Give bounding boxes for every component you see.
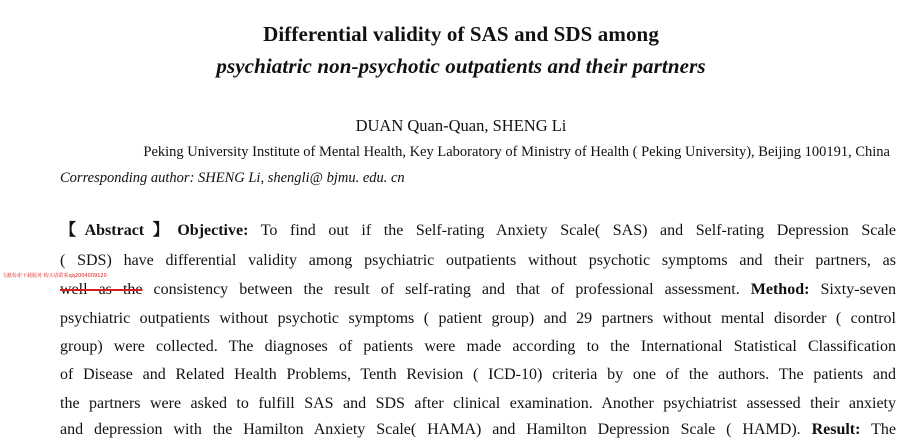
abstract-line-6: of Disease and Related Health Problems, Tenth Revision ( ICD-10) criteria by one of the authors. The patients and: [60, 366, 896, 383]
abstract-text: Sixty-seven: [809, 281, 897, 298]
struck-text: well as the: [60, 281, 143, 298]
abstract-text: and depression with the Hamilton Anxiety Scale( HAMA) and Hamilton Depression Scale ( HAMD).: [60, 421, 812, 438]
abstract-text: The: [860, 421, 896, 438]
abstract-text: consistency between the result of self-rating and that of professional assessment.: [142, 281, 751, 298]
abstract-label: 【Abstract】: [60, 222, 178, 239]
corresponding-author: Corresponding author: SHENG Li, shengli@ bjmu. edu. cn: [60, 170, 405, 186]
author-list: DUAN Quan-Quan, SHENG Li: [355, 116, 567, 135]
affiliation: Peking University Institute of Mental Health, Key Laboratory of Ministry of Health ( Peking University), Beijing 100191, China: [143, 144, 890, 160]
method-label: Method:: [750, 281, 810, 298]
objective-label: Objective:: [177, 222, 249, 239]
paper-title-line-1: Differential validity of SAS and SDS among: [263, 22, 659, 46]
abstract-line-5: group) were collected. The diagnoses of patients were made according to the International Statistical Classification: [60, 338, 896, 355]
result-label: Result:: [811, 421, 861, 438]
abstract-line-4: psychiatric outpatients without psychotic symptoms ( patient group) and 29 partners without mental disorder ( control: [60, 310, 896, 327]
watermark-text: 文献检索下载服务 购买请联系qq2004009120: [2, 273, 107, 279]
abstract-line-8: [60, 420, 896, 440]
abstract-line-1: [60, 221, 896, 241]
abstract-line-2: ( SDS) have differential validity among psychiatric outpatients without psychotic symptoms and their partners, as: [60, 252, 896, 269]
abstract-text: To find out if the Self-rating Anxiety Scale( SAS) and Self-rating Depression Scale: [248, 222, 896, 239]
paper-title-line-2: psychiatric non-psychotic outpatients and their partners: [216, 54, 706, 78]
abstract-line-7: the partners were asked to fulfill SAS and SDS after clinical examination. Another psychiatrist assessed their anxiety: [60, 395, 896, 412]
abstract-line-3: [60, 280, 896, 300]
